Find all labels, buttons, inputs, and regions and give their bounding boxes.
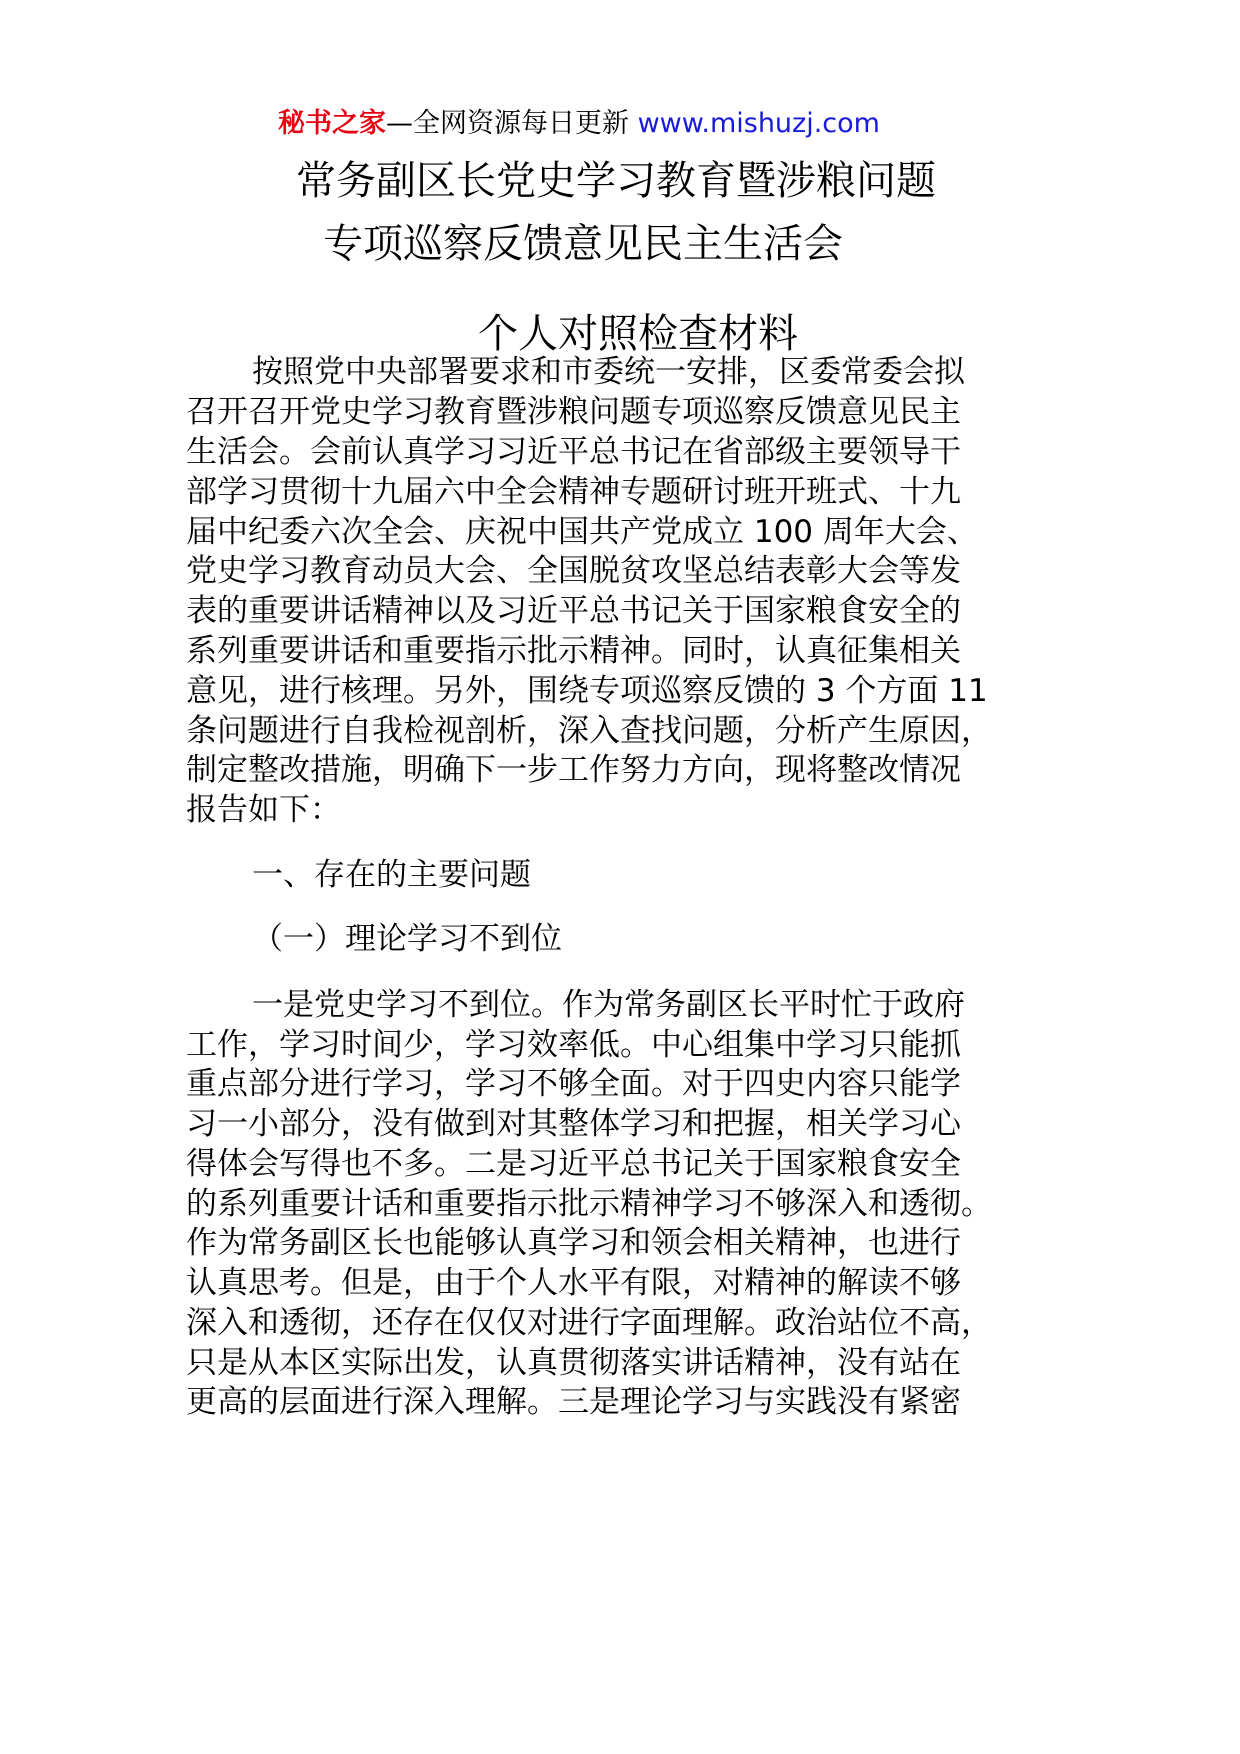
text-line: 得体会写得也不多。二是习近平总书记关于国家粮食安全: [186, 1146, 961, 1182]
document-title-line-1: 常务副区长党史学习教育暨涉粮问题: [296, 158, 936, 204]
text-line: 只是从本区实际出发，认真贯彻落实讲话精神，没有站在: [186, 1345, 961, 1381]
text-line: 认真思考。但是，由于个人水平有限，对精神的解读不够: [186, 1265, 961, 1301]
text-line: 生活会。会前认真学习习近平总书记在省部级主要领导干: [186, 434, 961, 470]
text-line: 条问题进行自我检视剖析，深入查找问题，分析产生原因，: [186, 713, 992, 749]
document-title-line-3: 个人对照检查材料: [478, 311, 798, 357]
document-title-line-2: 专项巡察反馈意见民主生活会: [323, 221, 843, 267]
text-line: 部学习贯彻十九届六中全会精神专题研讨班开班式、十九: [186, 474, 961, 510]
header-tagline: —全网资源每日更新: [386, 108, 629, 139]
subsection-heading: （一）理论学习不到位: [252, 921, 562, 957]
brand-name: 秘书之家: [278, 108, 386, 139]
text-line: 工作，学习时间少，学习效率低。中心组集中学习只能抓: [186, 1027, 961, 1063]
section-heading: 一、存在的主要问题: [252, 857, 531, 893]
text-line: 届中纪委六次全会、庆祝中国共产党成立 100 周年大会、: [186, 514, 978, 550]
site-header: [278, 103, 998, 145]
text-line: 一是党史学习不到位。作为常务副区长平时忙于政府: [252, 987, 965, 1023]
site-url[interactable]: www.mishuzj.com: [637, 108, 880, 139]
text-line: 系列重要讲话和重要指示批示精神。同时，认真征集相关: [186, 633, 961, 669]
text-line: 更高的层面进行深入理解。三是理论学习与实践没有紧密: [186, 1384, 961, 1420]
text-line: 表的重要讲话精神以及习近平总书记关于国家粮食安全的: [186, 593, 961, 629]
text-line: 深入和透彻，还存在仅仅对进行字面理解。政治站位不高，: [186, 1305, 992, 1341]
text-line: 习一小部分，没有做到对其整体学习和把握，相关学习心: [186, 1106, 961, 1142]
text-line: 重点部分进行学习，学习不够全面。对于四史内容只能学: [186, 1066, 961, 1102]
text-line: 按照党中央部署要求和市委统一安排，区委常委会拟: [252, 354, 965, 390]
text-line: 报告如下：: [186, 792, 341, 828]
text-line: 召开召开党史学习教育暨涉粮问题专项巡察反馈意见民主: [186, 394, 961, 430]
text-line: 意见，进行核理。另外，围绕专项巡察反馈的 3 个方面 11: [186, 673, 988, 709]
text-line: 的系列重要计话和重要指示批示精神学习不够深入和透彻。: [186, 1186, 992, 1222]
text-line: 制定整改措施，明确下一步工作努力方向，现将整改情况: [186, 752, 961, 788]
text-line: 作为常务副区长也能够认真学习和领会相关精神，也进行: [186, 1225, 961, 1261]
text-line: 党史学习教育动员大会、全国脱贫攻坚总结表彰大会等发: [186, 553, 961, 589]
